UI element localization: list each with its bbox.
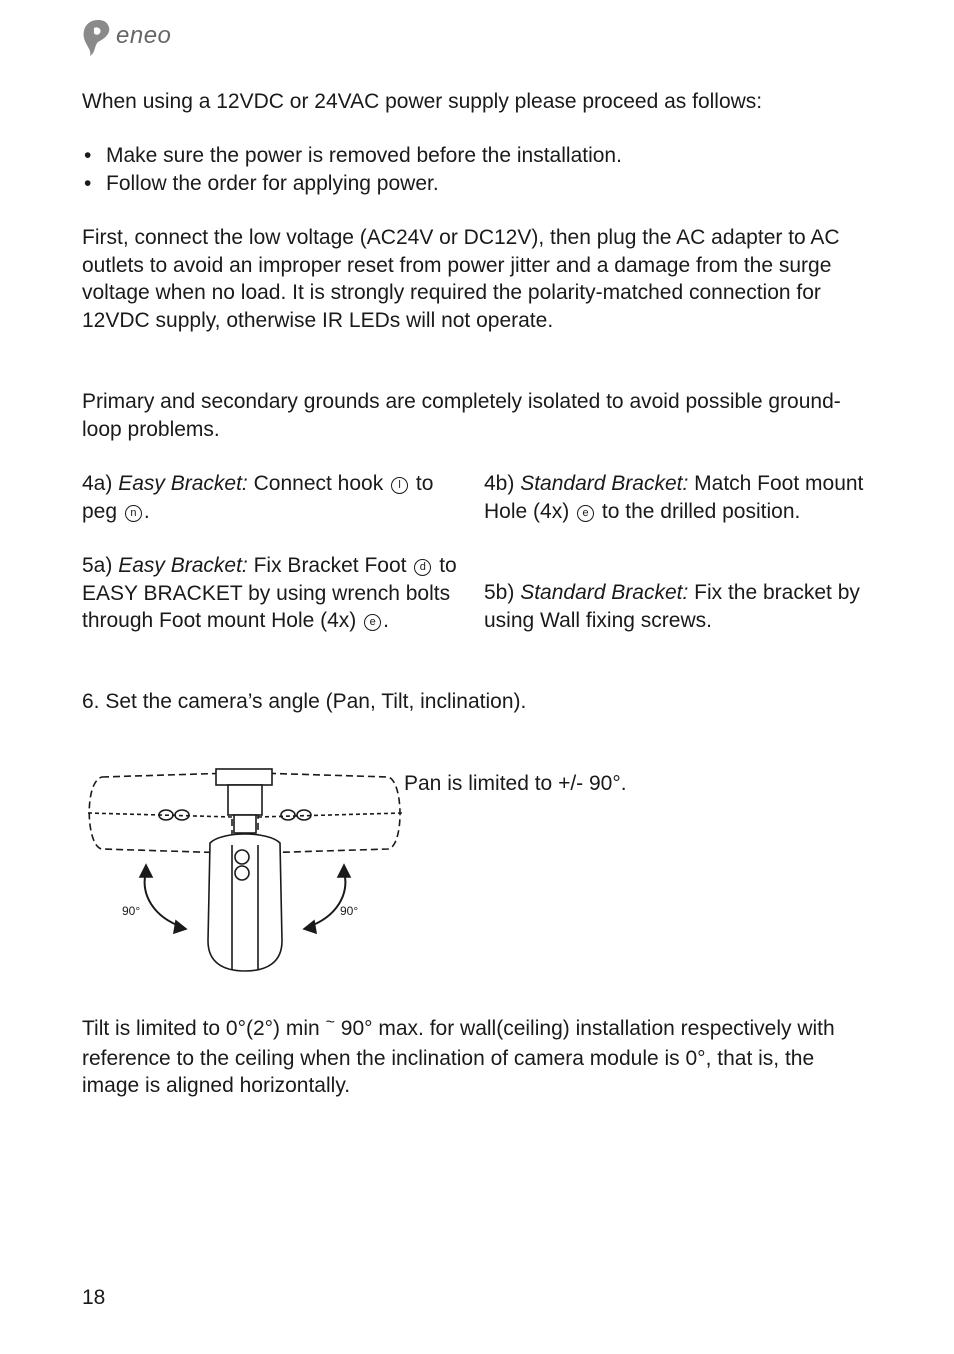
step-prefix: 4b)	[484, 472, 515, 495]
left-angle-label: 90°	[122, 904, 141, 918]
step-5b	[484, 579, 874, 634]
step-4b	[484, 470, 874, 525]
logo-text: eneo	[116, 22, 172, 49]
tilt-text: 90° max. for wall(ceiling) installation respectively with reference to the ceiling when the inclination of camera module is 0°, that is, the image is aligned horizontally.	[82, 1017, 835, 1097]
bullet-list	[82, 142, 622, 197]
step-text: Connect hook	[253, 472, 384, 495]
page-number: 18	[82, 1286, 106, 1309]
step-text: .	[383, 609, 389, 632]
step-prefix: 4a)	[82, 472, 113, 495]
step-text: Fix the bracket by using Wall fixing screws.	[484, 581, 860, 632]
tilt-text: Tilt is limited to 0°(2°) min	[82, 1017, 320, 1040]
callout-e-icon: e	[577, 505, 594, 522]
step-label: Easy Bracket:	[118, 472, 248, 495]
power-paragraph: First, connect the low voltage (AC24V or DC12V), then plug the AC adapter to AC outlets to avoid an improper reset from power jitter and a damage from the surge voltage when no load. It is strongly required the polarity-matched connection for 12VDC supply, otherwise IR LEDs will not operate.	[82, 226, 840, 332]
ground-paragraph: Primary and secondary grounds are completely isolated to avoid possible ground-loop problems.	[82, 390, 841, 441]
camera-pan-figure	[82, 765, 404, 977]
step-text: .	[143, 499, 150, 523]
camera-pan-diagram	[82, 765, 404, 977]
callout-l-icon: l	[391, 477, 408, 494]
step-5a	[82, 552, 467, 635]
step-label: Standard Bracket:	[520, 581, 689, 604]
step-4a	[82, 470, 467, 525]
step-text: Fix Bracket Foot	[253, 554, 407, 577]
step-label: Standard Bracket:	[520, 472, 689, 495]
step-text: Match Foot mount Hole (4x)	[484, 472, 864, 523]
tilde-symbol: ~	[325, 1014, 335, 1031]
eneo-logo	[80, 16, 190, 58]
eneo-logo-icon	[80, 16, 116, 58]
pan-limit-text: Pan is limited to +/- 90°.	[404, 772, 627, 795]
callout-n-icon: n	[125, 505, 142, 522]
callout-d-icon: d	[414, 559, 431, 576]
callout-e-icon: e	[364, 614, 381, 631]
step-text: to peg	[82, 472, 434, 523]
list-item: • Follow the order for applying power.	[82, 170, 622, 198]
right-angle-label: 90°	[340, 904, 359, 918]
step-text: to EASY BRACKET by using wrench bolts through Foot mount Hole (4x)	[82, 554, 457, 632]
tilt-paragraph	[82, 1015, 872, 1100]
step-prefix: 5a)	[82, 554, 113, 577]
step-label: Easy Bracket:	[118, 554, 248, 577]
intro-text: When using a 12VDC or 24VAC power supply please proceed as follows:	[82, 90, 763, 113]
list-item: • Make sure the power is removed before the installation.	[82, 142, 622, 170]
step-text: to the drilled position.	[601, 499, 801, 523]
step-prefix: 5b)	[484, 581, 515, 604]
step-6: 6. Set the camera’s angle (Pan, Tilt, inclination).	[82, 690, 527, 713]
